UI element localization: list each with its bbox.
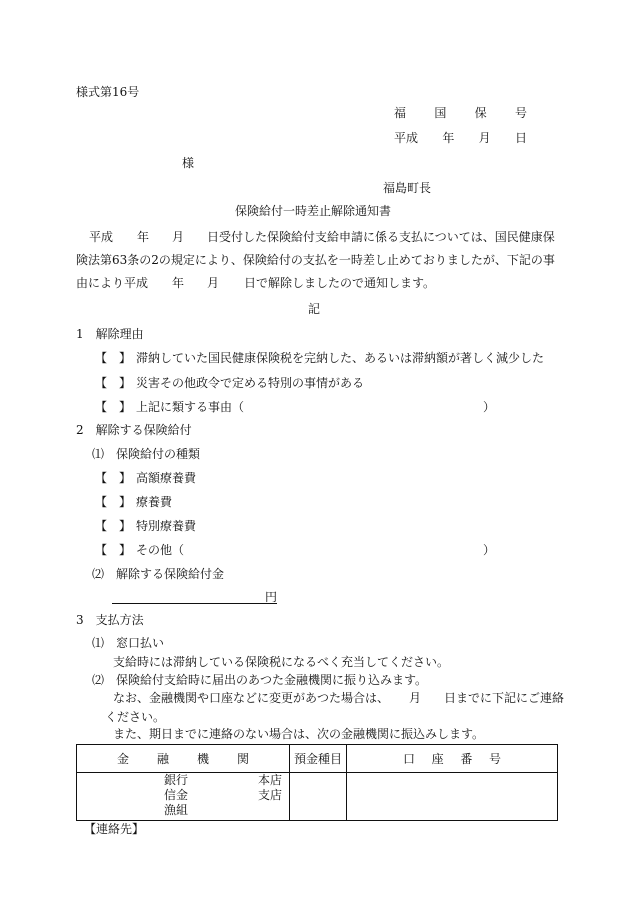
transfer-note2: また、期日までに連絡のない場合は、次の金融機関に振込みします。 bbox=[113, 727, 485, 741]
institution-type-shinkin: 信金 bbox=[164, 788, 189, 802]
contact-label: 【連絡先】 bbox=[84, 822, 145, 836]
form-number: 様式第16号 bbox=[76, 85, 140, 99]
insurance-number-char: 国 bbox=[434, 106, 447, 120]
transfer-note-month: 月 bbox=[409, 691, 422, 705]
institution-type-gyokumi: 漁組 bbox=[164, 803, 189, 817]
body-month-3: 月 bbox=[207, 276, 220, 290]
issuer: 福島町長 bbox=[383, 181, 432, 195]
reason-checkbox-3[interactable]: 【 】 bbox=[95, 400, 132, 414]
institution-type-bank: 銀行 bbox=[164, 773, 189, 787]
deposit-type-cell[interactable] bbox=[290, 773, 347, 821]
section2-heading: 2 解除する保険給付 bbox=[76, 423, 192, 437]
branch-type-head: 本店 bbox=[258, 773, 283, 787]
section3-heading: 3 支払方法 bbox=[76, 613, 144, 627]
section1-heading: 1 解除理由 bbox=[76, 327, 144, 341]
insurance-number-char: 号 bbox=[514, 106, 527, 120]
institution-cell[interactable] bbox=[77, 773, 290, 821]
date-month: 月 bbox=[478, 131, 491, 145]
deposit-type-header: 預金種目 bbox=[290, 745, 347, 773]
benefit-amount-heading: ⑵ 解除する保険給付金 bbox=[92, 567, 225, 581]
date-day: 日 bbox=[514, 131, 527, 145]
reason-text-2: 災害その他政令で定める特別の事情がある bbox=[136, 376, 365, 390]
body-line2: 険法第63条の2の規定により、保険給付の支払を一時差し止めておりましたが、下記の事 bbox=[76, 253, 555, 267]
body-era-3: 由により平成 bbox=[76, 276, 149, 290]
insurance-number-char: 福 bbox=[394, 106, 407, 120]
reason-checkbox-1[interactable]: 【 】 bbox=[95, 351, 132, 365]
benefit-paren-close: ） bbox=[483, 543, 496, 557]
body-month-1: 月 bbox=[172, 230, 185, 244]
date-year: 年 bbox=[442, 131, 455, 145]
benefit-text-4: その他（ bbox=[136, 543, 185, 557]
benefit-checkbox-4[interactable]: 【 】 bbox=[95, 543, 132, 557]
window-payment-text: 支給時には滞納している保険税になるべく充当してください。 bbox=[113, 655, 450, 669]
addressee-suffix: 様 bbox=[182, 156, 195, 170]
institution-header: 金 融 機 関 bbox=[77, 745, 290, 773]
document-title: 保険給付一時差止解除通知書 bbox=[235, 204, 392, 218]
bank-table-header bbox=[77, 745, 558, 773]
transfer-note-day: 日までに下記にご連絡 bbox=[444, 691, 565, 705]
benefit-checkbox-3[interactable]: 【 】 bbox=[95, 519, 132, 533]
transfer-note: なお、金融機関や口座などに変更があつた場合は、 bbox=[113, 691, 390, 705]
reason-text-1: 滞納していた国民健康保険税を完納した、あるいは滞納額が著しく減少した bbox=[136, 351, 545, 365]
transfer-heading: ⑵ 保険給付支給時に届出のあつた金融機関に振り込みます。 bbox=[92, 673, 428, 687]
benefit-text-2: 療養費 bbox=[136, 495, 173, 509]
body-era-1: 平成 bbox=[89, 230, 114, 244]
benefit-checkbox-2[interactable]: 【 】 bbox=[95, 495, 132, 509]
bank-table bbox=[76, 744, 558, 821]
branch-type-branch: 支店 bbox=[258, 788, 283, 802]
account-number-header: 口 座 番 号 bbox=[347, 745, 558, 773]
ki-heading: 記 bbox=[308, 302, 321, 316]
insurance-number bbox=[394, 107, 527, 119]
issue-date bbox=[394, 132, 527, 144]
body-line1-text: 日受付した保険給付支給申請に係る支払については、国民健康保 bbox=[207, 230, 555, 244]
reason-text-3: 上記に類する事由（ bbox=[136, 400, 245, 414]
reason-checkbox-2[interactable]: 【 】 bbox=[95, 376, 132, 390]
benefit-text-1: 高額療養費 bbox=[136, 471, 197, 485]
body-year-3: 年 bbox=[172, 276, 185, 290]
bank-table-row bbox=[77, 773, 558, 821]
body-line3-text: 日で解除しましたので通知します。 bbox=[244, 276, 436, 290]
benefit-checkbox-1[interactable]: 【 】 bbox=[95, 471, 132, 485]
insurance-number-char: 保 bbox=[474, 106, 487, 120]
account-number-cell[interactable] bbox=[347, 773, 558, 821]
reason-paren-close: ） bbox=[483, 400, 496, 414]
amount-field[interactable] bbox=[112, 603, 277, 604]
window-payment-heading: ⑴ 窓口払い bbox=[92, 636, 165, 650]
body-year-1: 年 bbox=[137, 230, 150, 244]
transfer-note-cont: ください。 bbox=[105, 710, 166, 724]
benefit-text-3: 特別療養費 bbox=[136, 519, 197, 533]
benefit-type-heading: ⑴ 保険給付の種類 bbox=[92, 447, 201, 461]
yen-unit: 円 bbox=[265, 590, 278, 604]
date-era: 平成 bbox=[394, 131, 419, 145]
